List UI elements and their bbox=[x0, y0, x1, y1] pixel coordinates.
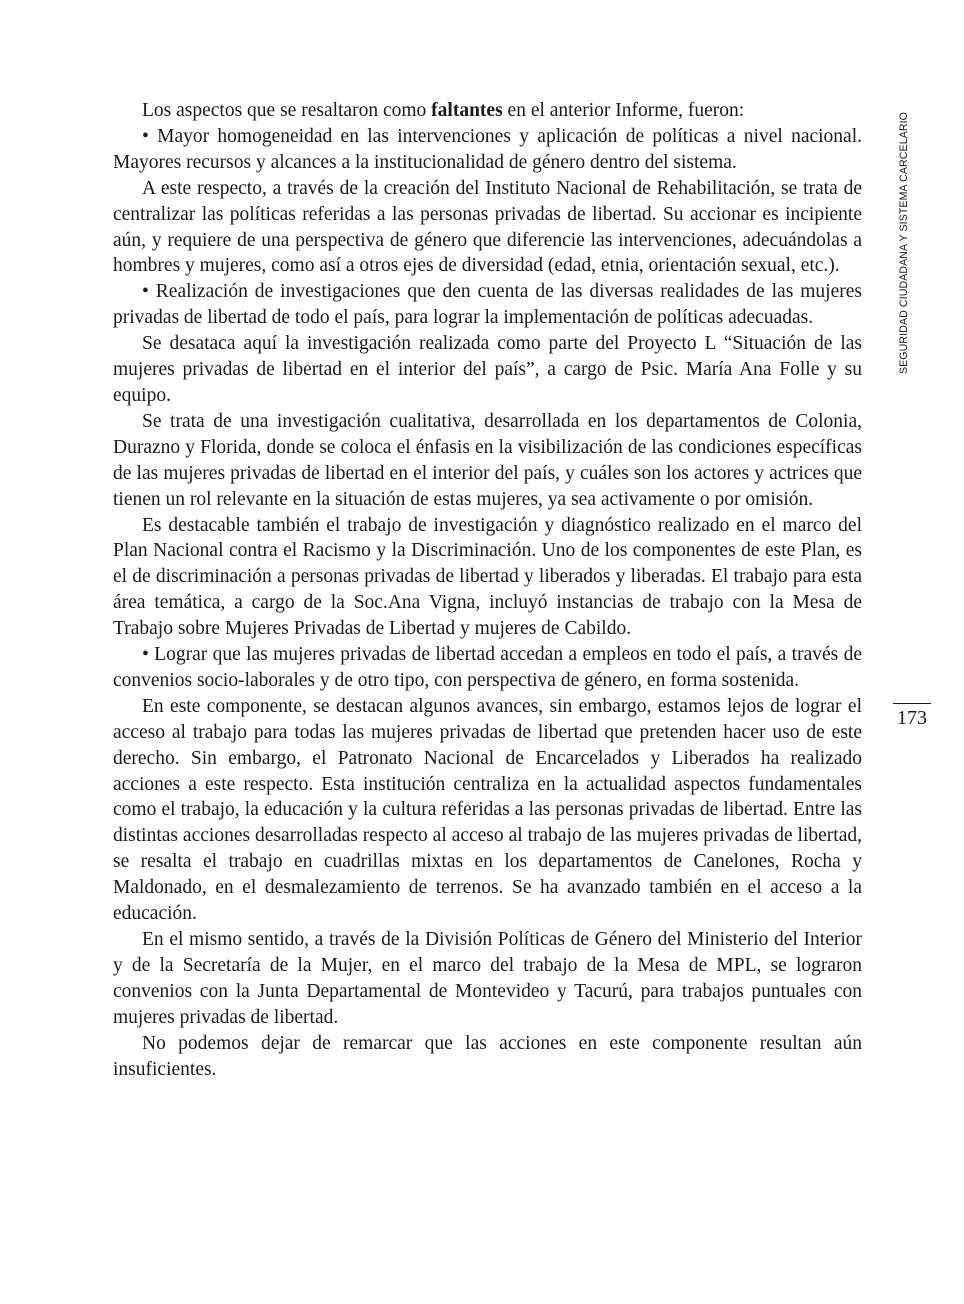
page-number: 173 bbox=[897, 707, 927, 729]
paragraph-componente: En este componente, se destacan algunos avances, sin embargo, estamos lejos de lograr el acceso al trabajo para todas las mujeres privadas de libertad que pretenden hacer uso de este derecho. Sin embargo, el Patronato Nacional de Encarcelados y Liberados ha realizado acciones a este respecto. Esta institución centraliza en la actualidad aspectos fundamentales como el trabajo, la educación y la cultura referidas a las personas privadas de libertad. Entre las distintas acciones desarrolladas respecto al acceso al trabajo de las mujeres privadas de libertad, se resalta el trabajo en cuadrillas mixtas en los departamentos de Canelones, Rocha y Maldonado, en el desmalezamiento de terrenos. Se ha avanzado también en el acceso a la educación. bbox=[113, 695, 862, 925]
paragraph-mismo-sentido: En el mismo sentido, a través de la División Políticas de Género del Ministerio del Interior y de la Secretaría de la Mujer, en el marco del trabajo de la Mesa de MPL, se lograron convenios con la Junta Departamental de Montevideo y Tacurú, para trabajos puntuales con mujeres privadas de libertad. bbox=[113, 929, 862, 1028]
paragraph-conclusion: No podemos dejar de remarcar que las acciones en este componente resultan aún insuficientes. bbox=[113, 1032, 862, 1080]
running-header bbox=[896, 100, 912, 385]
intro-text-start: Los aspectos que se resaltaron como bbox=[142, 100, 432, 121]
bullet-investigaciones: • Realización de investigaciones que den cuenta de las diversas realidades de las mujeres privadas de libertad de todo el país, para lograr la implementación de políticas adecuadas. bbox=[113, 281, 862, 329]
paragraph-instituto: A este respecto, a través de la creación del Instituto Nacional de Rehabilitación, se trata de centralizar las políticas referidas a las personas privadas de libertad. Su accionar es incipiente aún, y requiere de una perspectiva de género que diferencie las intervenciones, adecuándolas a hombres y mujeres, como así a otros ejes de diversidad (edad, etnia, orientación sexual, etc.). bbox=[113, 177, 862, 277]
paragraph-investigacion-cualitativa: Se trata de una investigación cualitativa, desarrollada en los departamentos de Colonia, Durazno y Florida, donde se coloca el énfasis en la visibilización de las condiciones específicas de las mujeres privadas de libertad en el interior del país, y cuáles son los actores y actrices que tienen un rol relevante en la situación de estas mujeres, ya sea activamente o por omisión. bbox=[113, 410, 862, 510]
running-header-text: SEGURIDAD CIUDADANA Y SISTEMA CARCELARIO bbox=[898, 111, 911, 374]
paragraph-intro bbox=[113, 98, 862, 124]
paragraph-plan-nacional: Es destacable también el trabajo de investigación y diagnóstico realizado en el marco del Plan Nacional contra el Racismo y la Discriminación. Uno de los componentes de este Plan, es el de discriminación a personas privadas de libertad y liberados y liberadas. El trabajo para esta área temática, a cargo de la Soc.Ana Vigna, incluyó instancias de trabajo con la Mesa de Trabajo sobre Mujeres Privadas de Libertad y mujeres de Cabildo. bbox=[113, 514, 862, 640]
body-text bbox=[113, 98, 862, 1082]
bullet-empleos: • Lograr que las mujeres privadas de libertad accedan a empleos en todo el país, a través de convenios socio-laborales y de otro tipo, con perspectiva de género, en forma sostenida. bbox=[113, 644, 862, 691]
bullet-homogeneidad: • Mayor homogeneidad en las intervenciones y aplicación de políticas a nivel nacional. Mayores recursos y alcances a la institucionalidad de género dentro del sistema. bbox=[113, 125, 862, 173]
intro-text-end: en el anterior Informe, fueron: bbox=[502, 100, 745, 121]
paragraph-proyecto-l: Se desataca aquí la investigación realizada como parte del Proyecto L “Situación de las mujeres privadas de libertad en el interior del país”, a cargo de Psic. María Ana Folle y su equipo. bbox=[113, 333, 862, 406]
bold-term-faltantes: faltantes bbox=[431, 100, 503, 121]
page-number-rule bbox=[893, 703, 931, 704]
